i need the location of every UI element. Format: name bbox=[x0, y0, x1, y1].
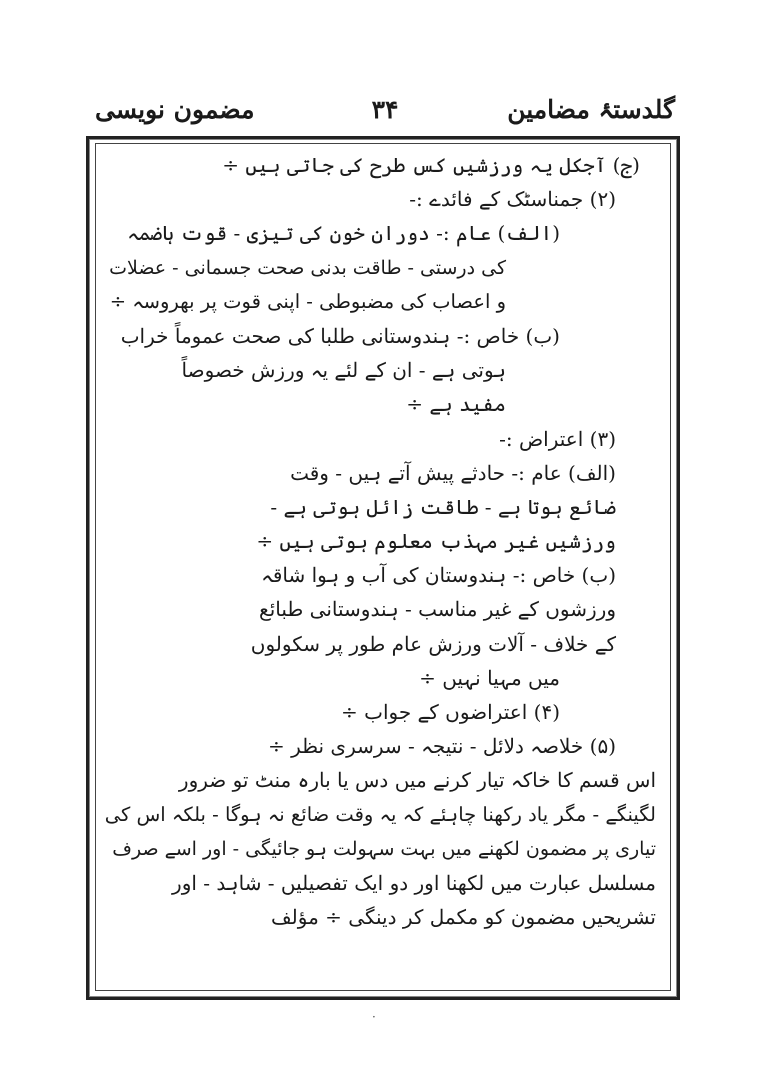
text-line: (۲) جمناسٹک کے فائدے :- bbox=[409, 187, 616, 212]
text-line: مفید ہے ÷ bbox=[406, 392, 506, 417]
text-line: لگینگے - مگر یاد رکھنا چاہئے کہ یہ وقت ضائع نہ ہوگا - بلکہ اس کی bbox=[104, 802, 656, 826]
section-title: مضمون نویسی bbox=[95, 95, 255, 124]
body-text bbox=[104, 148, 656, 934]
text-line: (ب) خاص :- ہندوستانی طلبا کی صحت عموماً خراب bbox=[120, 323, 560, 348]
text-line: (ب) خاص :- ہندوستان کی آب و ہوا شاقہ bbox=[261, 563, 616, 588]
text-line: کی درستی - طاقت بدنی صحت جسمانی - عضلات bbox=[109, 256, 506, 279]
text-line: میں مہیا نہیں ÷ bbox=[419, 665, 560, 690]
footer-mark: · bbox=[372, 1010, 376, 1024]
text-line: (۳) اعتراض :- bbox=[499, 426, 616, 451]
text-line: ورزشوں کے غیر مناسب - ہندوستانی طبائع bbox=[259, 597, 616, 622]
text-line: (۴) اعتراضوں کے جواب ÷ bbox=[341, 700, 560, 724]
text-line: تیاری پر مضمون لکھنے میں بہت سہولت ہو جائیگی - اور اسے صرف bbox=[112, 837, 656, 860]
text-line: و اعصاب کی مضبوطی - اپنی قوت پر بھروسہ ÷ bbox=[109, 289, 506, 313]
page-number: ۳۴ bbox=[371, 95, 399, 124]
text-line: کے خلاف - آلات ورزش عام طور پر سکولوں bbox=[250, 631, 616, 656]
text-line: مسلسل عبارت میں لکھنا اور دو ایک تفصیلیں - شاہد - اور bbox=[172, 870, 656, 895]
text-line: ورزشیں غیر مہذب معلوم ہوتی ہیں ÷ bbox=[256, 529, 616, 554]
text-line: (ج) آجکل یہ ورزشیں کس طرح کی جاتی ہیں ÷ bbox=[222, 153, 640, 177]
running-header bbox=[95, 90, 675, 130]
text-line: ہوتی ہے - ان کے لئے یہ ورزش خصوصاً bbox=[181, 358, 506, 383]
text-line: (۵) خلاصہ دلائل - نتیجہ - سرسری نظر ÷ bbox=[267, 734, 616, 759]
book-title: گلدستۂ مضامین bbox=[507, 95, 675, 124]
text-line: ضائع ہوتا ہے - طاقت زائل ہوتی ہے - bbox=[270, 494, 616, 519]
text-line: (الف) عام :- حادثے پیش آتے ہیں - وقت bbox=[290, 460, 616, 485]
text-line: اس قسم کا خاکہ تیار کرنے میں دس یا بارہ منٹ تو ضرور bbox=[178, 768, 656, 793]
text-line: (الف) عام :- دوران خون کی تیزی - قوت ہاضمہ bbox=[127, 221, 560, 246]
text-line: تشریحیں مضمون کو مکمل کر دینگی ÷ مؤلف bbox=[270, 905, 656, 930]
